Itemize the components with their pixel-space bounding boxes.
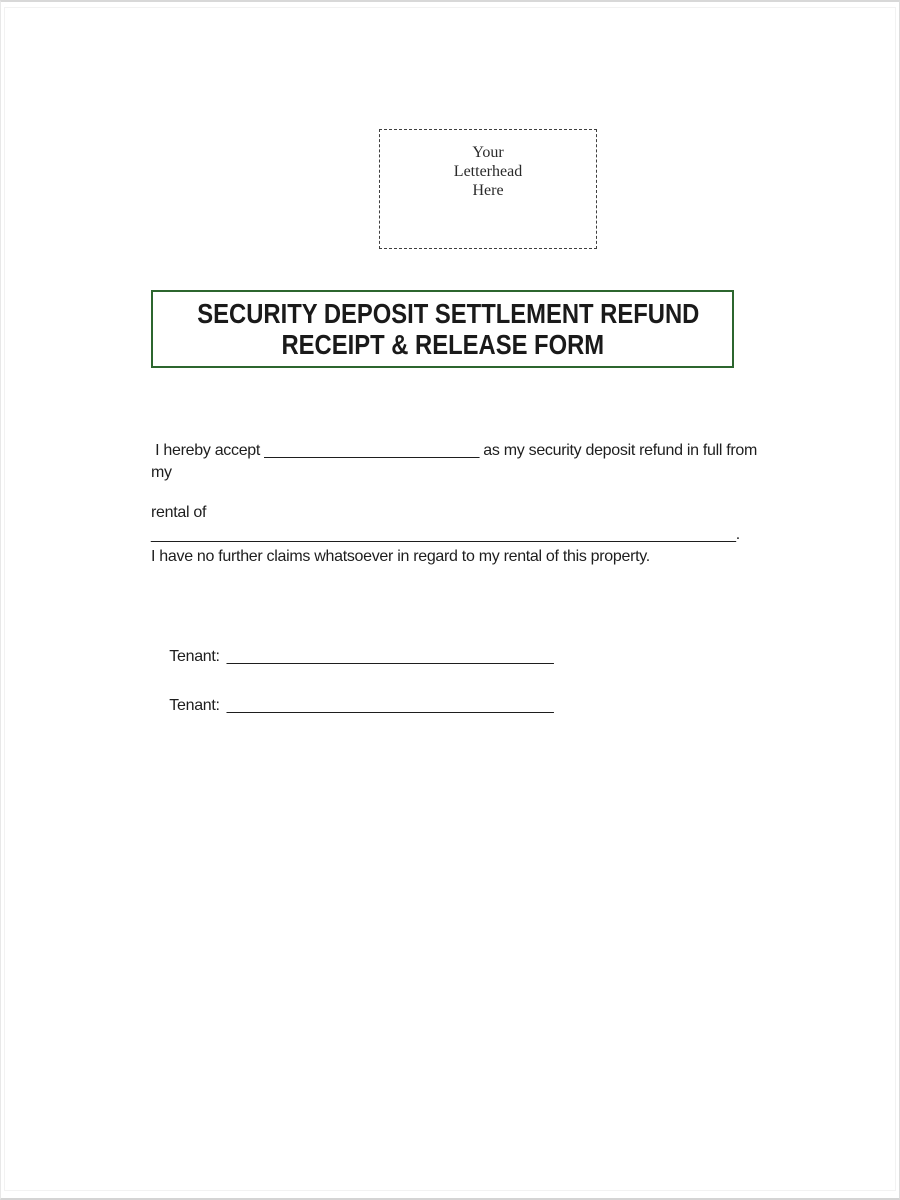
form-title-line-1: SECURITY DEPOSIT SETTLEMENT REFUND [197, 298, 700, 329]
acceptance-paragraph [151, 440, 757, 484]
acceptance-line-2: my [151, 464, 172, 481]
tenant-signature-row-2 [153, 673, 553, 739]
rental-blank-line: ____________________________________________________________________. [151, 526, 740, 543]
acceptance-line-1: I hereby accept _________________________ as my security deposit refund in full from [151, 442, 758, 459]
rental-of-line: rental of [151, 504, 207, 521]
tenant1-signature-blank: ______________________________________ [226, 648, 554, 665]
no-further-claims-line: I have no further claims whatsoever in regard to my rental of this property. [151, 548, 650, 565]
form-title-box [151, 290, 734, 368]
letterhead-placeholder-box [379, 129, 597, 249]
letterhead-line-1: Your [472, 144, 504, 161]
form-title-line-2: RECEIPT & RELEASE FORM [281, 329, 604, 360]
tenant2-signature-blank: ______________________________________ [226, 697, 554, 714]
form-title-line-2-wrap [153, 329, 732, 360]
letterhead-line-3: Here [472, 182, 504, 199]
tenant2-label: Tenant: [169, 697, 220, 714]
letterhead-line-2: Letterhead [453, 163, 523, 180]
form-title-line-1-wrap [153, 298, 732, 329]
tenant1-label: Tenant: [169, 648, 220, 665]
rental-release-paragraph [151, 502, 740, 568]
